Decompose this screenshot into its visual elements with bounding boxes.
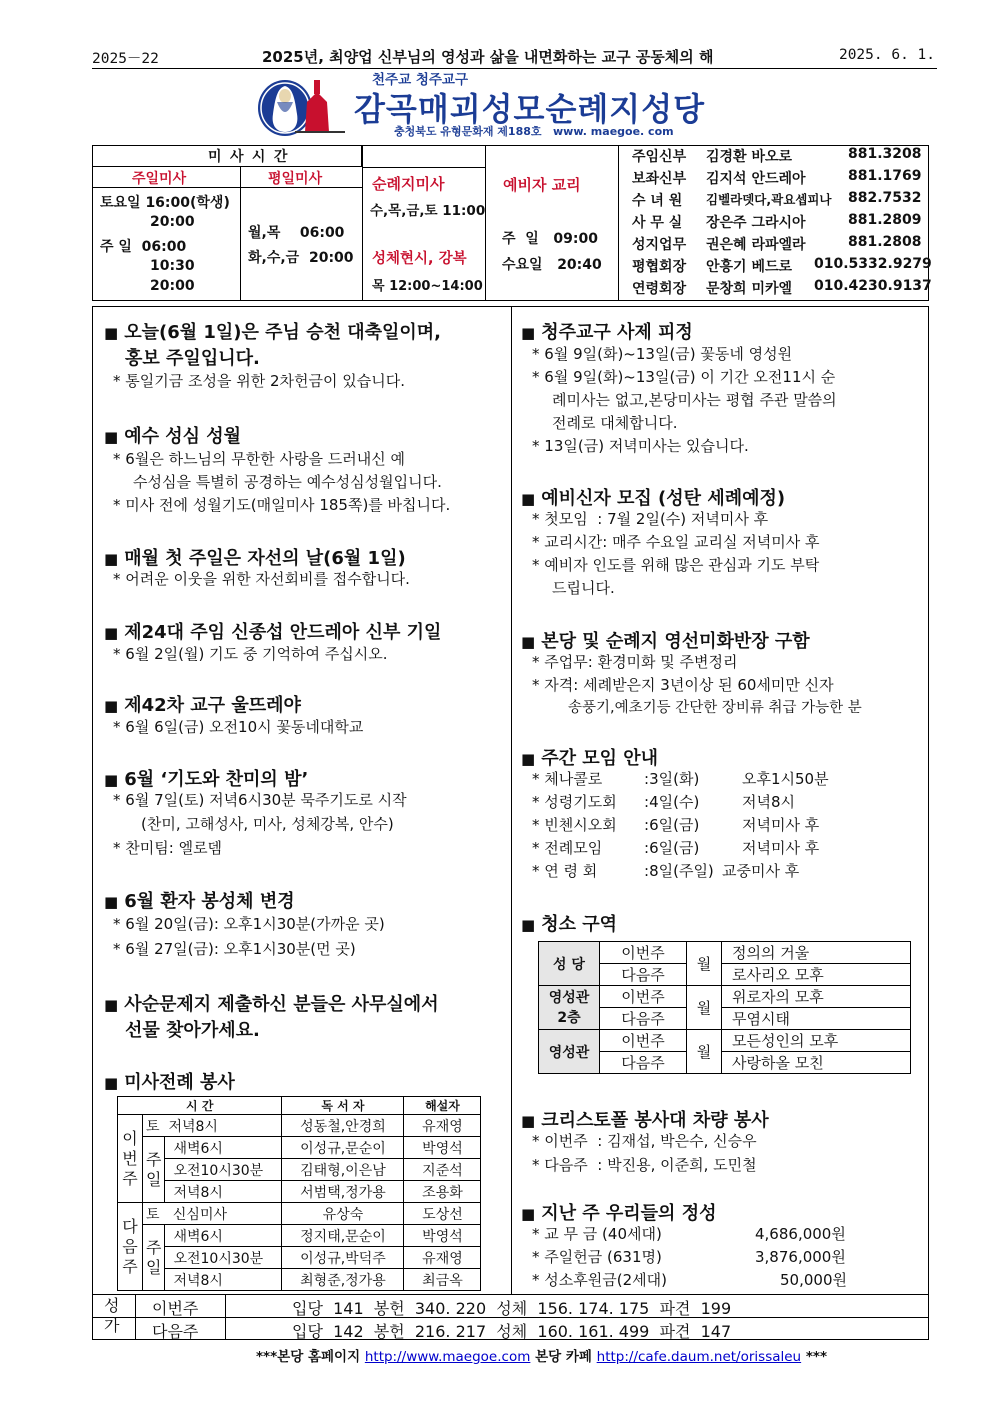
top-bar xyxy=(92,44,937,69)
homepage-link[interactable]: http://www.maegoe.com xyxy=(364,1349,531,1365)
section-cleaning-area: ■ 청소 구역 xyxy=(521,914,618,935)
sunday-line-5: 20:00 xyxy=(150,278,195,294)
section-catechumen-recruit: ■ 예비신자 모집 (성탄 세례예정) xyxy=(521,488,786,509)
hymns-next-week-label: 다음주 xyxy=(152,1322,199,1341)
section-ascension: ■ 오늘(6월 1일)은 주님 승천 대축일이며, xyxy=(104,322,442,343)
section-liturgy-service: ■ 미사전례 봉사 xyxy=(104,1072,235,1093)
adoration-title: 성체현시, 강복 xyxy=(372,251,467,267)
weekday-mass-title: 평일미사 xyxy=(268,171,323,187)
virgin-mary-church-logo-icon xyxy=(255,72,347,138)
cleaning-table: 성 당 이번주 월 정의의 거울 다음주 로사리오 모후 영성관 2층 이번주 월 위로자의 모후 다음주 무염시태 영성관 이번주 월 모든성인의 모후 다음주 사랑하올 모친 xyxy=(538,941,911,1074)
mass-times-title: 미 사 시 간 xyxy=(208,149,288,165)
year-motto: 2025년, 최양업 신부님의 영성과 삶을 내면화하는 교구 공동체의 해 xyxy=(262,48,714,66)
section-prayer-night: ■ 6월 ‘기도와 찬미의 밤’ xyxy=(104,769,309,790)
issue-number: 2025－22 xyxy=(92,51,159,67)
footer: ***본당 홈페이지 http://www.maegoe.com 본당 카페 http://cafe.daum.net/orissaleu *** xyxy=(256,1349,828,1365)
parish-name: 감곡매괴성모순례지성당 xyxy=(354,90,706,128)
hymns-this-week: 입당 141 봉헌 340. 220 성체 156. 174. 175 파견 199 xyxy=(292,1299,732,1318)
section-lent-quiz: ■ 사순문제지 제출하신 분들은 사무실에서 xyxy=(104,994,439,1015)
section-anniversary: ■ 제24대 주임 신종섭 안드레아 신부 기일 xyxy=(104,622,442,643)
sunday-line-1: 토요일 16:00(학생) xyxy=(100,195,230,211)
pilgrim-time: 수,목,금,토 11:00 xyxy=(370,203,486,219)
issue-date: 2025. 6. 1. xyxy=(838,47,935,63)
weekday-line-2: 화,수,금 20:00 xyxy=(248,250,354,266)
hymns-next-week: 입당 142 봉헌 216. 217 성체 160. 161. 499 파견 147 xyxy=(292,1322,732,1341)
pilgrim-mass-title: 순례지미사 xyxy=(372,175,445,193)
sunday-line-4: 10:30 xyxy=(150,258,195,274)
adoration-time: 목 12:00~14:00 xyxy=(372,279,483,294)
website-text: www. maegoe. com xyxy=(553,125,674,138)
section-christopher-service: ■ 크리스토폴 봉사대 차량 봉사 xyxy=(521,1110,769,1131)
section-sick-communion: ■ 6월 환자 봉성체 변경 xyxy=(104,891,295,912)
cafe-link[interactable]: http://cafe.daum.net/orissaleu xyxy=(596,1349,802,1365)
section-offerings: ■ 지난 주 우리들의 정성 xyxy=(521,1203,717,1224)
section-ultreya: ■ 제42차 교구 울뜨레야 xyxy=(104,695,301,716)
catechumen-line-1: 주 일 09:00 xyxy=(502,231,598,247)
section-weekly-meetings: ■ 주간 모임 안내 xyxy=(521,748,659,769)
catechumen-line-2: 수요일 20:40 xyxy=(502,257,602,273)
section-charity-day: ■ 매월 첫 주일은 자선의 날(6월 1일) xyxy=(104,548,406,569)
section-priest-retreat: ■ 청주교구 사제 피정 xyxy=(521,322,693,343)
offerings-list: * 교 무 금 (40세대) 4,686,000원 * 주일헌금 (631명) 3,876,000원 * 성소후원금(2세대) 50,000원 xyxy=(532,1225,847,1289)
section-sacred-heart: ■ 예수 성심 성월 xyxy=(104,426,242,447)
next-week-label: 다음주 xyxy=(118,1203,143,1291)
liturgy-table: 시 간 독 서 자 해설자 이번주 토 저녁8시 성동철,안경희 유재영 주일 새벽6시 이성규,문순이 박영석 오전10시30분 김태형,이은남 지준석 저녁8시 서범택,정가용 조용화 다음주 토 신심미사 유상숙 도상선 주일 새벽6시 정지태,문순이 박영석 오전10시30분 이성규,박덕주 유재영 저녁8시 최형준,정가용 최금옥 xyxy=(117,1096,481,1291)
weekday-line-1: 월,목 06:00 xyxy=(248,225,345,241)
section-cleaning-staff: ■ 본당 및 순례지 영선미화반장 구함 xyxy=(521,631,810,652)
diocese-name: 천주교 청주교구 xyxy=(372,72,468,88)
hymns-label: 성가 xyxy=(104,1296,120,1335)
hymns-this-week-label: 이번주 xyxy=(152,1299,199,1318)
heritage-info: 충청북도 유형문화재 제188호 www. maegoe. com xyxy=(394,125,674,138)
meetings-list: * 체나콜로 :3일(화) 오후1시50분 * 성령기도회 :4일(수) 저녁8시 * 빈첸시오회 :6일(금) 저녁미사 후 * 전례모임 :6일(금) 저녁미사 후 * 연 령 회 :8일(주일) 교중미사 후 xyxy=(532,770,829,880)
sunday-mass-title: 주일미사 xyxy=(132,171,187,187)
this-week-label: 이번주 xyxy=(118,1115,143,1203)
sunday-line-2: 20:00 xyxy=(150,214,195,230)
catechumen-title: 예비자 교리 xyxy=(503,176,581,194)
sunday-line-3: 주 일 06:00 xyxy=(100,239,187,255)
